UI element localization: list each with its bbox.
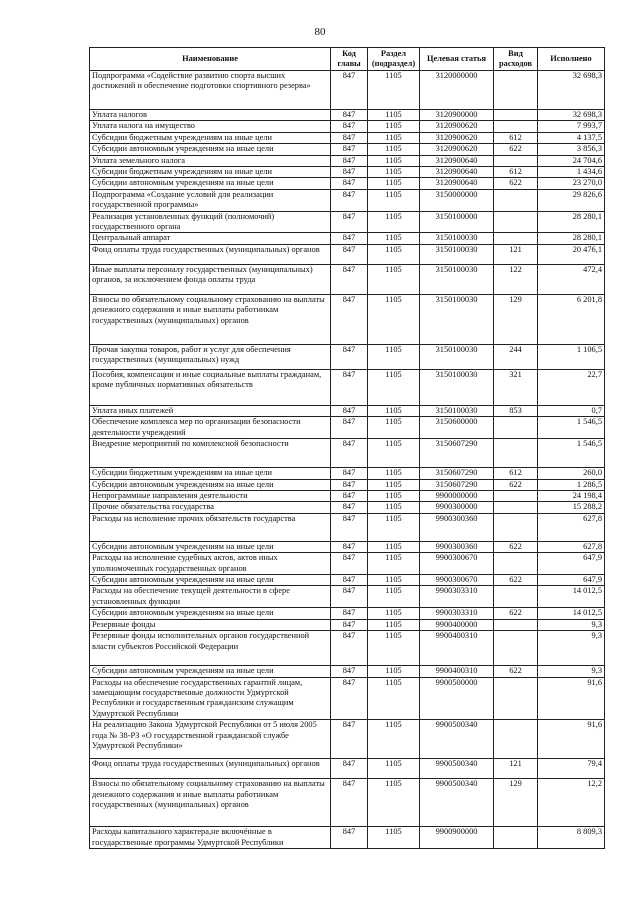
row-executed: 12,2	[538, 779, 605, 827]
row-kind	[494, 233, 538, 244]
row-executed: 627,8	[538, 513, 605, 541]
row-section: 1105	[368, 759, 420, 779]
row-executed: 22,7	[538, 369, 605, 405]
row-executed: 91,6	[538, 677, 605, 720]
row-code: 847	[331, 439, 368, 468]
row-executed: 1 286,5	[538, 479, 605, 490]
row-target: 9900300670	[420, 553, 494, 575]
row-executed: 14 012,5	[538, 608, 605, 619]
table-row	[90, 110, 605, 121]
row-target: 3120900000	[420, 110, 494, 121]
row-section: 1105	[368, 264, 420, 294]
row-name: Субсидии бюджетным учреждениям на иные цели	[90, 167, 331, 178]
row-section: 1105	[368, 167, 420, 178]
row-target: 3120900620	[420, 132, 494, 143]
row-target: 9900500000	[420, 677, 494, 720]
row-name: Субсидии бюджетным учреждениям на иные цели	[90, 132, 331, 143]
row-section: 1105	[368, 677, 420, 720]
row-code: 847	[331, 344, 368, 369]
table-row	[90, 468, 605, 479]
row-name: Прочие обязательства государства	[90, 502, 331, 513]
header-executed: Исполнено	[538, 48, 605, 71]
row-kind	[494, 502, 538, 513]
row-target: 3150100030	[420, 244, 494, 264]
table-row	[90, 264, 605, 294]
row-executed: 647,9	[538, 574, 605, 585]
row-executed: 6 201,8	[538, 294, 605, 344]
row-name: Центральный аппарат	[90, 233, 331, 244]
row-code: 847	[331, 417, 368, 439]
row-name: Взносы по обязательному социальному страхованию на выплаты денежного содержания и иные выплаты работникам государственных (муниципальных) органов	[90, 779, 331, 827]
row-section: 1105	[368, 344, 420, 369]
row-kind: 612	[494, 468, 538, 479]
row-name: Подпрограмма «Содействие развитию спорта высших достижений и обеспечение подготовки спортивного резерва»	[90, 71, 331, 110]
row-kind: 622	[494, 479, 538, 490]
row-section: 1105	[368, 110, 420, 121]
table-header-row	[90, 48, 605, 71]
row-section: 1105	[368, 189, 420, 211]
row-code: 847	[331, 502, 368, 513]
row-code: 847	[331, 121, 368, 132]
header-section: Раздел (подраздел)	[368, 48, 420, 71]
row-name: Расходы на исполнение судебных актов, актов иных уполномоченных государственных органов	[90, 553, 331, 575]
row-target: 9900400310	[420, 666, 494, 677]
table-row	[90, 71, 605, 110]
row-section: 1105	[368, 490, 420, 501]
row-section: 1105	[368, 619, 420, 630]
row-executed: 91,6	[538, 720, 605, 759]
row-section: 1105	[368, 417, 420, 439]
row-kind	[494, 586, 538, 608]
row-section: 1105	[368, 586, 420, 608]
row-code: 847	[331, 369, 368, 405]
row-executed: 9,3	[538, 666, 605, 677]
row-target: 9900303310	[420, 586, 494, 608]
table-row	[90, 608, 605, 619]
row-kind	[494, 189, 538, 211]
row-code: 847	[331, 479, 368, 490]
row-kind	[494, 827, 538, 849]
row-code: 847	[331, 110, 368, 121]
row-target: 9900000000	[420, 490, 494, 501]
row-target: 3150100030	[420, 264, 494, 294]
row-target: 9900303310	[420, 608, 494, 619]
row-section: 1105	[368, 211, 420, 233]
row-target: 9900400000	[420, 619, 494, 630]
row-section: 1105	[368, 553, 420, 575]
row-target: 9900400310	[420, 631, 494, 666]
row-section: 1105	[368, 720, 420, 759]
row-code: 847	[331, 155, 368, 166]
row-executed: 647,9	[538, 553, 605, 575]
row-name: Фонд оплаты труда государственных (муниципальных) органов	[90, 759, 331, 779]
row-name: На реализацию Закона Удмуртской Республики от 5 июля 2005 года № 38-РЗ «О государственной гражданской службе Удмуртской Республики»	[90, 720, 331, 759]
row-name: Расходы капитального характера,не включённые в государственные программы Удмуртской Республики	[90, 827, 331, 849]
row-name: Субсидии автономным учреждениям на иные цели	[90, 666, 331, 677]
row-section: 1105	[368, 631, 420, 666]
header-name: Наименование	[90, 48, 331, 71]
row-executed: 23 270,0	[538, 178, 605, 189]
row-code: 847	[331, 233, 368, 244]
row-kind: 612	[494, 132, 538, 143]
table-row	[90, 405, 605, 416]
row-section: 1105	[368, 541, 420, 552]
table-row	[90, 479, 605, 490]
row-kind: 129	[494, 294, 538, 344]
row-code: 847	[331, 720, 368, 759]
row-code: 847	[331, 264, 368, 294]
row-executed: 28 280,1	[538, 233, 605, 244]
row-code: 847	[331, 294, 368, 344]
row-code: 847	[331, 405, 368, 416]
row-section: 1105	[368, 155, 420, 166]
row-code: 847	[331, 490, 368, 501]
row-target: 3150100030	[420, 344, 494, 369]
row-kind: 622	[494, 178, 538, 189]
row-target: 3120900620	[420, 121, 494, 132]
row-executed: 24 198,4	[538, 490, 605, 501]
table-row	[90, 167, 605, 178]
row-code: 847	[331, 631, 368, 666]
row-section: 1105	[368, 502, 420, 513]
row-kind	[494, 417, 538, 439]
header-code: Код главы	[331, 48, 368, 71]
row-target: 9900300000	[420, 502, 494, 513]
row-name: Расходы на обеспечение государственных гарантий лицам, замещающим государственные должности Удмуртской Республики и государственным гражданским служащим Удмуртской Республики	[90, 677, 331, 720]
row-name: Субсидии автономным учреждениям на иные цели	[90, 144, 331, 155]
row-section: 1105	[368, 405, 420, 416]
row-kind	[494, 439, 538, 468]
row-executed: 260,0	[538, 468, 605, 479]
row-executed: 14 012,5	[538, 586, 605, 608]
row-target: 3150607290	[420, 479, 494, 490]
row-kind	[494, 720, 538, 759]
table-row	[90, 574, 605, 585]
row-executed: 472,4	[538, 264, 605, 294]
table-row	[90, 155, 605, 166]
row-section: 1105	[368, 439, 420, 468]
row-name: Фонд оплаты труда государственных (муниципальных) органов	[90, 244, 331, 264]
table-row	[90, 294, 605, 344]
row-kind: 853	[494, 405, 538, 416]
table-row	[90, 827, 605, 849]
row-executed: 1 546,5	[538, 439, 605, 468]
row-target: 3150100030	[420, 369, 494, 405]
row-target: 9900500340	[420, 720, 494, 759]
page-number: 80	[314, 26, 326, 38]
row-kind: 612	[494, 167, 538, 178]
row-kind: 622	[494, 608, 538, 619]
table-row	[90, 666, 605, 677]
row-target: 3150607290	[420, 468, 494, 479]
row-executed: 3 856,3	[538, 144, 605, 155]
row-name: Субсидии автономным учреждениям на иные цели	[90, 479, 331, 490]
row-section: 1105	[368, 233, 420, 244]
row-kind: 244	[494, 344, 538, 369]
row-section: 1105	[368, 827, 420, 849]
table-row	[90, 586, 605, 608]
row-name: Субсидии автономным учреждениям на иные цели	[90, 541, 331, 552]
row-section: 1105	[368, 369, 420, 405]
row-executed: 79,4	[538, 759, 605, 779]
row-executed: 29 826,6	[538, 189, 605, 211]
row-executed: 32 698,3	[538, 110, 605, 121]
row-name: Уплата налогов	[90, 110, 331, 121]
row-kind: 129	[494, 779, 538, 827]
row-target: 3120900640	[420, 178, 494, 189]
row-target: 9900300360	[420, 541, 494, 552]
row-section: 1105	[368, 244, 420, 264]
row-name: Иные выплаты персоналу государственных (муниципальных) органов, за исключением фонда оплаты труда	[90, 264, 331, 294]
table-row	[90, 619, 605, 630]
row-section: 1105	[368, 132, 420, 143]
row-kind	[494, 155, 538, 166]
table-row	[90, 189, 605, 211]
table-row	[90, 178, 605, 189]
row-name: Непрограммные направления деятельности	[90, 490, 331, 501]
row-name: Взносы по обязательному социальному страхованию на выплаты денежного содержания и иные выплаты работникам государственных (муниципальных) органов	[90, 294, 331, 344]
table-row	[90, 244, 605, 264]
row-target: 9900900000	[420, 827, 494, 849]
row-section: 1105	[368, 294, 420, 344]
row-code: 847	[331, 71, 368, 110]
row-section: 1105	[368, 574, 420, 585]
row-executed: 20 476,1	[538, 244, 605, 264]
row-executed: 8 809,3	[538, 827, 605, 849]
row-kind: 622	[494, 574, 538, 585]
row-kind	[494, 490, 538, 501]
row-target: 3150100030	[420, 294, 494, 344]
table-row	[90, 490, 605, 501]
row-code: 847	[331, 513, 368, 541]
row-section: 1105	[368, 666, 420, 677]
row-code: 847	[331, 167, 368, 178]
row-executed: 9,3	[538, 619, 605, 630]
header-target: Целевая статья	[420, 48, 494, 71]
row-kind	[494, 110, 538, 121]
row-kind: 121	[494, 244, 538, 264]
row-target: 3120900640	[420, 155, 494, 166]
row-section: 1105	[368, 144, 420, 155]
table-row	[90, 553, 605, 575]
row-section: 1105	[368, 479, 420, 490]
row-target: 3150000000	[420, 189, 494, 211]
row-kind	[494, 631, 538, 666]
row-code: 847	[331, 827, 368, 849]
row-code: 847	[331, 759, 368, 779]
row-kind	[494, 553, 538, 575]
table-row	[90, 233, 605, 244]
row-kind	[494, 619, 538, 630]
row-name: Уплата земельного налога	[90, 155, 331, 166]
row-target: 3120900640	[420, 167, 494, 178]
table-row	[90, 759, 605, 779]
row-executed: 15 288,2	[538, 502, 605, 513]
row-name: Резервные фонды исполнительных органов государственной власти субъектов Российской Федерации	[90, 631, 331, 666]
row-target: 3150600000	[420, 417, 494, 439]
row-name: Расходы на обеспечение текущей деятельности в сфере установленных функции	[90, 586, 331, 608]
row-name: Расходы на исполнение прочих обязательств государства	[90, 513, 331, 541]
row-section: 1105	[368, 178, 420, 189]
row-target: 3120900620	[420, 144, 494, 155]
row-kind: 321	[494, 369, 538, 405]
table-row	[90, 121, 605, 132]
row-name: Реализация установленных функций (полномочий) государственного органа	[90, 211, 331, 233]
row-code: 847	[331, 619, 368, 630]
table-row	[90, 502, 605, 513]
table-row	[90, 513, 605, 541]
table-row	[90, 132, 605, 143]
row-kind	[494, 71, 538, 110]
row-kind	[494, 121, 538, 132]
row-name: Субсидии автономным учреждениям на иные цели	[90, 574, 331, 585]
row-name: Субсидии бюджетным учреждениям на иные цели	[90, 468, 331, 479]
row-kind: 622	[494, 541, 538, 552]
table-row	[90, 720, 605, 759]
row-kind: 122	[494, 264, 538, 294]
row-name: Субсидии автономным учреждениям на иные цели	[90, 608, 331, 619]
budget-table	[89, 47, 605, 849]
row-target: 9900300360	[420, 513, 494, 541]
table-row	[90, 417, 605, 439]
row-name: Уплата иных платежей	[90, 405, 331, 416]
row-executed: 24 704,6	[538, 155, 605, 166]
row-kind	[494, 513, 538, 541]
row-code: 847	[331, 211, 368, 233]
row-name: Уплата налога на имущество	[90, 121, 331, 132]
table-row	[90, 677, 605, 720]
row-section: 1105	[368, 468, 420, 479]
row-executed: 1 106,5	[538, 344, 605, 369]
row-code: 847	[331, 132, 368, 143]
row-code: 847	[331, 779, 368, 827]
row-executed: 0,7	[538, 405, 605, 416]
row-name: Прочая закупка товаров, работ и услуг для обеспечения государственных (муниципальных) нужд	[90, 344, 331, 369]
row-target: 9900500340	[420, 779, 494, 827]
row-target: 9900300670	[420, 574, 494, 585]
row-kind: 622	[494, 666, 538, 677]
row-code: 847	[331, 553, 368, 575]
row-name: Резервные фонды	[90, 619, 331, 630]
row-section: 1105	[368, 513, 420, 541]
row-target: 3150100000	[420, 211, 494, 233]
table-row	[90, 211, 605, 233]
row-name: Субсидии автономным учреждениям на иные цели	[90, 178, 331, 189]
row-target: 3150100030	[420, 233, 494, 244]
row-name: Пособия, компенсации и иные социальные выплаты гражданам, кроме публичных нормативных обязательств	[90, 369, 331, 405]
row-executed: 1 434,6	[538, 167, 605, 178]
row-kind: 121	[494, 759, 538, 779]
row-code: 847	[331, 189, 368, 211]
row-kind	[494, 211, 538, 233]
row-code: 847	[331, 677, 368, 720]
row-target: 9900500340	[420, 759, 494, 779]
row-executed: 4 137,5	[538, 132, 605, 143]
row-executed: 7 993,7	[538, 121, 605, 132]
row-code: 847	[331, 178, 368, 189]
row-code: 847	[331, 244, 368, 264]
row-code: 847	[331, 608, 368, 619]
row-code: 847	[331, 541, 368, 552]
row-executed: 32 698,3	[538, 71, 605, 110]
table-row	[90, 439, 605, 468]
table-row	[90, 541, 605, 552]
row-name: Внедрение мероприятий по комплексной безопасности	[90, 439, 331, 468]
row-target: 3120000000	[420, 71, 494, 110]
row-executed: 1 546,5	[538, 417, 605, 439]
row-section: 1105	[368, 608, 420, 619]
row-executed: 627,8	[538, 541, 605, 552]
row-name: Подпрограмма «Создание условий для реализации государственной программы»	[90, 189, 331, 211]
table-row	[90, 344, 605, 369]
row-code: 847	[331, 586, 368, 608]
row-section: 1105	[368, 121, 420, 132]
row-code: 847	[331, 468, 368, 479]
row-kind	[494, 677, 538, 720]
row-name: Обеспечение комплекса мер по организации безопасности деятельности учреждений	[90, 417, 331, 439]
row-code: 847	[331, 574, 368, 585]
row-target: 3150100030	[420, 405, 494, 416]
table-row	[90, 631, 605, 666]
row-code: 847	[331, 144, 368, 155]
table-row	[90, 779, 605, 827]
row-kind: 622	[494, 144, 538, 155]
header-kind: Вид расходов	[494, 48, 538, 71]
row-code: 847	[331, 666, 368, 677]
row-executed: 9,3	[538, 631, 605, 666]
table-row	[90, 369, 605, 405]
row-target: 3150607290	[420, 439, 494, 468]
table-row	[90, 144, 605, 155]
row-section: 1105	[368, 71, 420, 110]
row-executed: 28 280,1	[538, 211, 605, 233]
row-section: 1105	[368, 779, 420, 827]
